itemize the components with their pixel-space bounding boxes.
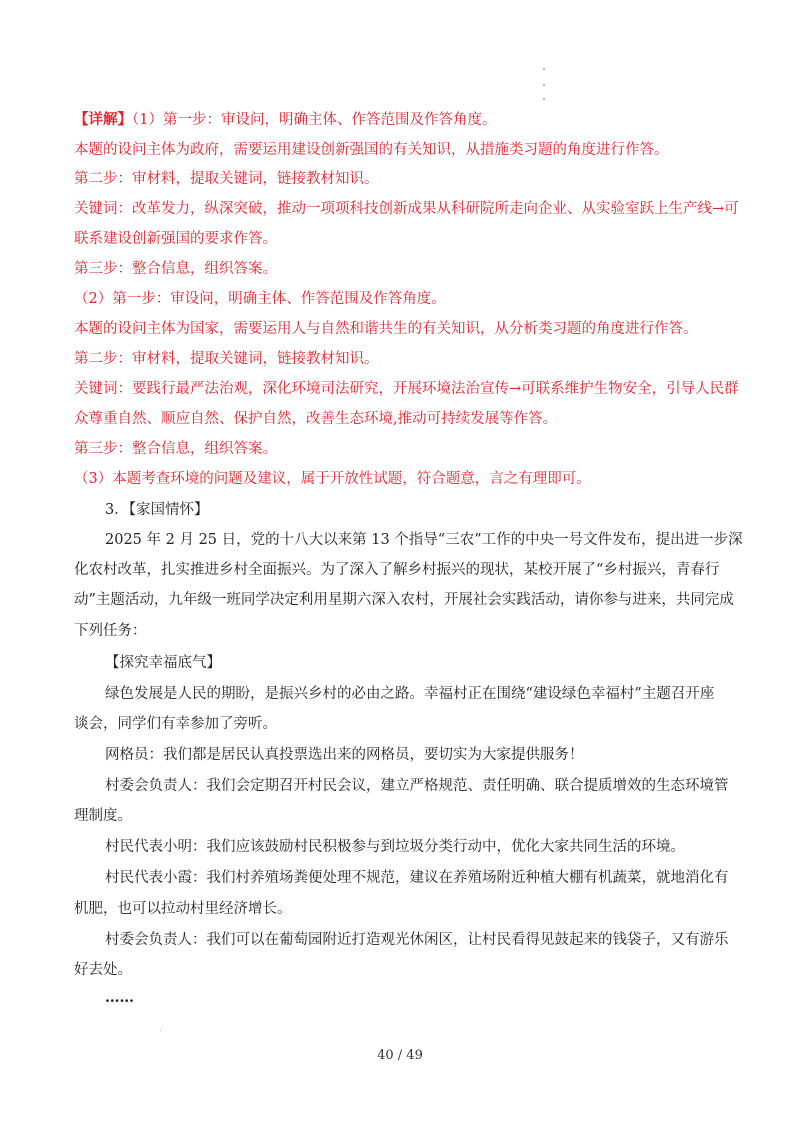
material-line: 谈会，同学们有幸参加了旁听。	[74, 716, 277, 732]
answer-line: 联系建设创新强国的要求作答。	[74, 231, 277, 247]
answer-line: 第三步：整合信息，组织答案。	[74, 261, 277, 277]
answer-line: 本题的设问主体为国家，需要运用人与自然和谐共生的有关知识，从分析类习题的角度进行作答。	[74, 321, 698, 337]
material-line: 绿色发展是人民的期盼，是振兴乡村的必由之路。幸福村正在围绕“建设绿色幸福村”主题召开座	[105, 686, 715, 702]
answer-line: 本题的设问主体为政府，需要运用建设创新强国的有关知识，从措施类习题的角度进行作答。	[74, 142, 669, 158]
material-line: 村民代表小霞：我们村养殖场粪便处理不规范，建议在养殖场附近种植大棚有机蔬菜，就地消化有	[105, 870, 729, 886]
question-heading: 3．【家国情怀】	[105, 502, 209, 518]
detail-label: 【详解】	[74, 111, 132, 128]
answer-line: 第二步：审材料，提取关键词，链接教材知识。	[74, 351, 379, 367]
answer-line: 关键词：改革发力，纵深突破，推动一项项科技创新成果从科研院所走向企业、从实验室跃上生产线→可	[74, 201, 739, 217]
answer-line: 第二步：审材料，提取关键词，链接教材知识。	[74, 171, 379, 187]
answer-line: 第三步：整合信息，组织答案。	[74, 441, 277, 457]
question-intro-line: 下列任务：	[74, 623, 147, 639]
question-intro-line: 2025 年 2 月 25 日，党的十八大以来第 13 个指导“三农”工作的中央一号文件发布，提出进一步深	[105, 532, 743, 548]
question-intro-line: 动”主题活动，九年级一班同学决定利用星期六深入农村，开展社会实践活动，请你参与进来，共同完成	[74, 592, 734, 608]
corner-mark	[160, 1030, 161, 1031]
material-line: 理制度。	[74, 808, 132, 824]
material-line: 村委会负责人：我们可以在葡萄园附近打造观光休闲区，让村民看得见鼓起来的钱袋子，又有游乐	[105, 932, 729, 948]
question-intro-line: 化农村改革，扎实推进乡村全面振兴。为了深入了解乡村振兴的现状，某校开展了“乡村振兴，青春行	[74, 562, 720, 578]
material-line: 好去处。	[74, 962, 132, 978]
page-number: 40 / 49	[377, 1048, 423, 1063]
section-heading: 【探究幸福底气】	[105, 655, 221, 671]
ellipsis: ……	[105, 989, 134, 1006]
corner-mark	[543, 68, 545, 70]
material-line: 村委会负责人：我们会定期召开村民会议，建立严格规范、责任明确、联合提质增效的生态环境管	[105, 778, 729, 794]
material-line: 村民代表小明：我们应该鼓励村民积极参与到垃圾分类行动中，优化大家共同生活的环境。	[105, 839, 685, 855]
material-line: 网格员：我们都是居民认真投票选出来的网格员，要切实为大家提供服务！	[105, 747, 584, 763]
answer-line: 众尊重自然、顺应自然、保护自然，改善生态环境,推动可持续发展等作答。	[74, 411, 558, 427]
answer-line: 关键词：要践行最严法治观，深化环境司法研究，开展环境法治宣传→可联系维护生物安全，引导人民群	[74, 381, 739, 397]
answer-line: （2）第一步：审设问，明确主体、作答范围及作答角度。	[74, 291, 446, 307]
answer-line: （3）本题考查环境的问题及建议，属于开放性试题，符合题意，言之有理即可。	[74, 471, 591, 487]
answer-line: 【详解】（1）第一步：审设问，明确主体、作答范围及作答角度。	[74, 111, 497, 128]
material-line: 机肥，也可以拉动村里经济增长。	[74, 901, 292, 917]
corner-mark	[543, 98, 545, 100]
corner-mark	[543, 84, 545, 86]
